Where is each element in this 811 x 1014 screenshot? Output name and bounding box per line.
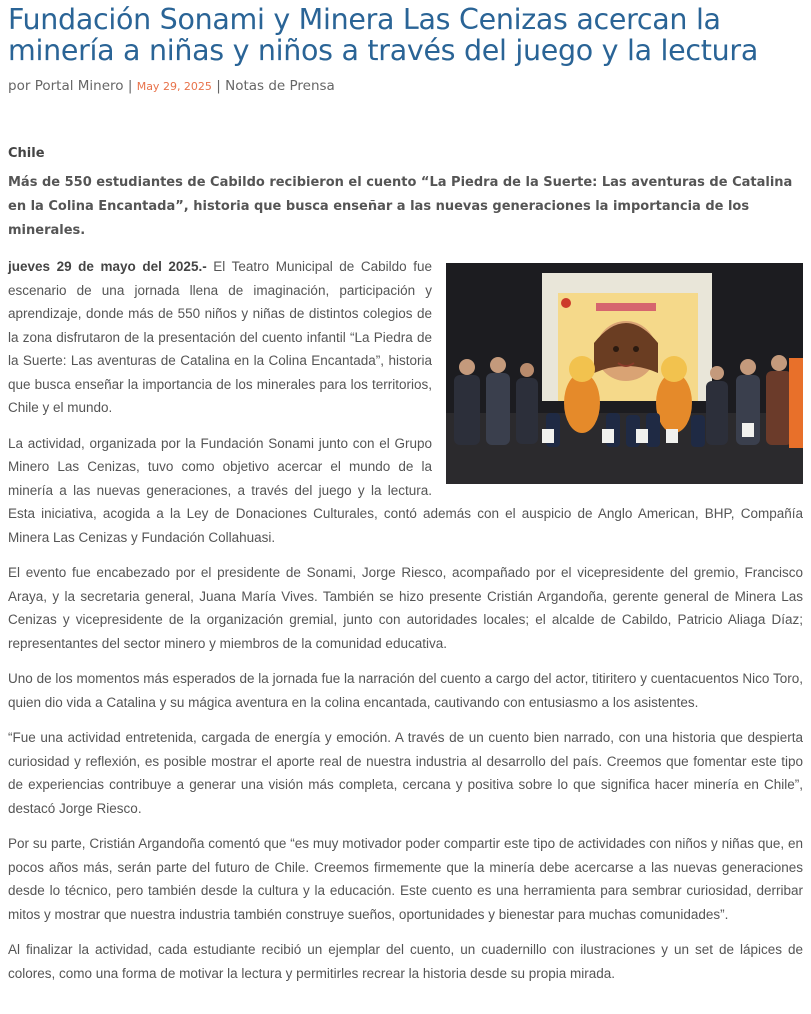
paragraph-7: Al finalizar la actividad, cada estudiante recibió un ejemplar del cuento, un cuadernillo con ilustraciones y un set de lápices de colores, como una forma de motivar la lectura y permitirles recrear la historia desde su propia mirada. [8, 942, 803, 981]
paragraph-4: Uno de los momentos más esperados de la jornada fue la narración del cuento a cargo del actor, titiritero y cuentacuentos Nico Toro, quien dio vida a Catalina y su mágica aventura en la colina encantada, cautivando con entusiasmo a los asistentes. [8, 671, 803, 710]
article-lead: Más de 550 estudiantes de Cabildo recibieron el cuento “La Piedra de la Suerte: Las aventuras de Catalina en la Colina Encantada”, historia que busca enseñar a las nuevas generaciones la importancia de los minerales. [8, 175, 793, 238]
byline [8, 78, 803, 94]
dateline: jueves 29 de mayo del 2025.- [8, 259, 207, 274]
separator: | [216, 78, 221, 94]
event-photo-illustration [446, 263, 803, 484]
paragraph-text: El Teatro Municipal de Cabildo fue escenario de una jornada llena de imaginación, participación y aprendizaje, donde más de 550 niños y niñas de distintos colegios de la zona disfrutaron de la presentación del cuento infantil “La Piedra de la Suerte: Las aventuras de Catalina en la Colina Encantada”, historia que busca enseñar la importancia de los minerales para los territorios, Chile y el mundo. [8, 259, 432, 415]
byline-prefix: por [8, 78, 31, 94]
paragraph-3: El evento fue encabezado por el presidente de Sonami, Jorge Riesco, acompañado por el vicepresidente del gremio, Francisco Araya, y la secretaria general, Juana María Vives. También se hizo presente Cristián Argandoña, gerente general de Minera Las Cenizas y vicepresidente de la organización gremial, junto con autoridades locales; el alcalde de Cabildo, Patricio Aliaga Díaz; representantes del sector minero y miembros de la comunidad educativa. [8, 565, 803, 651]
separator: | [127, 78, 133, 94]
author-link[interactable]: Portal Minero [34, 78, 124, 94]
paragraph-2: La actividad, organizada por la Fundación Sonami junto con el Grupo Minero Las Cenizas, tuvo como objetivo acercar el mundo de la minería a las nuevas generaciones, a través del juego y la lectura. Esta iniciativa, acogida a la Ley de Donaciones Culturales, contó además con el auspicio de Anglo American, BHP, Compañía Minera Las Cenizas y Fundación Collahuasi. [8, 435, 803, 545]
article-body [8, 255, 803, 985]
category-link[interactable]: Notas de Prensa [225, 78, 335, 94]
article-title: Fundación Sonami y Minera Las Cenizas acercan la minería a niñas y niños a través del juego y la lectura [8, 3, 758, 67]
event-photo [446, 263, 803, 484]
article [8, 0, 803, 985]
paragraph-5: “Fue una actividad entretenida, cargada de energía y emoción. A través de un cuento bien narrado, con una historia que despierta curiosidad y reflexión, es posible mostrar el aporte real de nuestra industria al desarrollo del país. Creemos que fomentar este tipo de experiencias contribuye a generar una visión más completa, cercana y positiva sobre lo que significa hacer minería en Chile”, destacó Jorge Riesco. [8, 730, 803, 816]
publish-date: May 29, 2025 [136, 80, 212, 93]
country-heading: Chile [8, 146, 45, 161]
paragraph-6: Por su parte, Cristián Argandoña comentó que “es muy motivador poder compartir este tipo de actividades con niños y niñas que, en pocos años más, serán parte del futuro de Chile. Creemos firmemente que la minería debe acercarse a las nuevas generaciones desde lo técnico, pero también desde la cultura y la educación. Este cuento es una herramienta para sembrar curiosidad, derribar mitos y mostrar que nuestra industria también construye sueños, oportunidades y bienestar para muchas comunidades”. [8, 836, 803, 922]
